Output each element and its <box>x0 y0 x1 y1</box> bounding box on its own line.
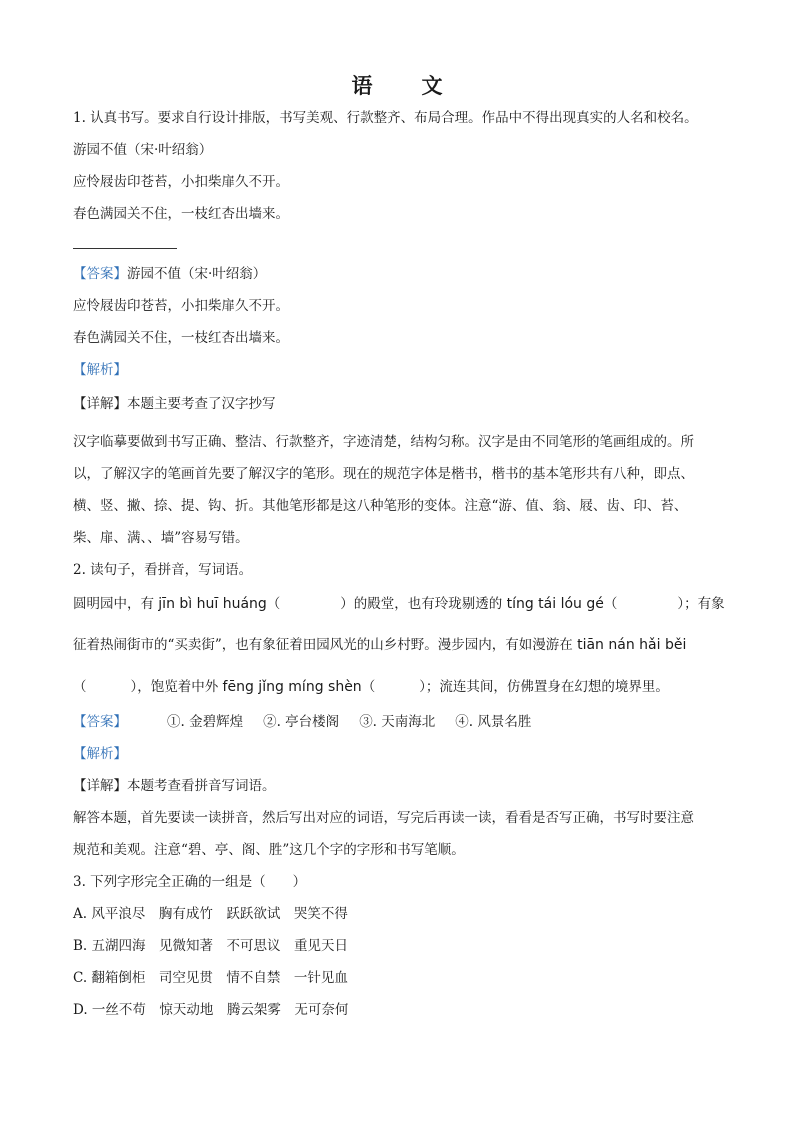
pinyin-3: tiān nán hǎi běi <box>577 637 687 653</box>
q3-option-c: C. 翻箱倒柜 司空见贯 情不自禁 一针见血 <box>73 970 348 986</box>
q2-answer-4: ④. 风景名胜 <box>455 714 532 730</box>
q3-option-a: A. 风平浪尽 胸有成竹 跃跃欲试 哭笑不得 <box>73 906 348 922</box>
q2-text: 征着热闹街市的“买卖街”，也有象征着田园风光的山乡村野。漫步园内，有如漫游在 <box>73 637 578 653</box>
q1-para-line4: 柴、扉、满、、墙”容易写错。 <box>73 530 249 546</box>
q1-para-line2: 以，了解汉字的笔画首先要了解汉字的笔形。现在的规范字体是楷书，楷书的基本笔形共有八种，即点、 <box>73 466 694 482</box>
q1-answer-title: 游园不值（宋·叶绍翁） <box>127 266 267 282</box>
q1-poem-title: 游园不值（宋·叶绍翁） <box>73 142 213 158</box>
q2-text: ）；流连其间，仿佛置身在幻想的境界里。 <box>419 679 669 695</box>
q2-detail: 【详解】本题考查看拼音写词语。 <box>73 778 276 794</box>
q2-answer-2: ②. 亭台楼阁 <box>263 714 340 730</box>
q2-sentence-line3 <box>73 678 669 696</box>
q1-answer-line2: 春色满园关不住，一枝红杏出墙来。 <box>73 330 289 346</box>
q3-prompt: 3. 下列字形完全正确的一组是（ ） <box>73 874 307 890</box>
q1-prompt: 1. 认真书写。要求自行设计排版，书写美观、行款整齐、布局合理。作品中不得出现真实的人名和校名。 <box>73 110 698 126</box>
q2-analysis-tag: 【解析】 <box>73 746 127 762</box>
q1-poem-line2: 春色满园关不住，一枝红杏出墙来。 <box>73 206 289 222</box>
q2-answer <box>73 713 531 731</box>
q1-detail: 【详解】本题主要考查了汉字抄写 <box>73 396 276 412</box>
q3-option-b: B. 五湖四海 见微知著 不可思议 重见天日 <box>73 938 349 954</box>
q2-text: （ <box>603 596 618 612</box>
q2-text: （ <box>73 679 87 695</box>
q2-text: ）的殿堂，也有玲珑剔透的 <box>340 596 507 612</box>
page-title: 语 文 <box>351 73 457 98</box>
q2-prompt: 2. 读句子，看拼音，写词语。 <box>73 562 253 578</box>
q2-para-line1: 解答本题，首先要读一读拼音，然后写出对应的词语，写完后再读一读，看看是否写正确，书写时要注意 <box>73 810 694 826</box>
q2-sentence-line2 <box>73 636 686 654</box>
q1-poem-line1: 应怜屐齿印苍苔，小扣柴扉久不开。 <box>73 174 289 190</box>
q1-answer-line1: 应怜屐齿印苍苔，小扣柴扉久不开。 <box>73 298 289 314</box>
q1-para-line3: 横、竖、撇、捺、提、钩、折。其他笔形都是这八种笔形的变体。注意“游、值、翁、屐、齿、印、苔、 <box>73 498 688 514</box>
q2-text: 圆明园中，有 <box>73 596 159 612</box>
pinyin-4: fēng jǐng míng shèn <box>222 679 362 695</box>
q2-text: ），饱览着中外 <box>130 679 223 695</box>
q1-analysis-tag: 【解析】 <box>73 362 127 378</box>
q2-answer-1: ①. 金碧辉煌 <box>167 714 244 730</box>
q1-para-line1: 汉字临摹要做到书写正确、整洁、行款整齐，字迹清楚，结构匀称。汉字是由不同笔形的笔画组成的。所 <box>73 434 694 450</box>
pinyin-1: jīn bì huī huáng <box>158 596 267 612</box>
q2-para-line2: 规范和美观。注意“碧、亭、阁、胜”这几个字的字形和书写笔顺。 <box>73 842 465 858</box>
q2-sentence-line1 <box>73 595 725 613</box>
q2-text: （ <box>266 596 281 612</box>
divider-line <box>73 248 177 249</box>
q2-text: （ <box>361 679 376 695</box>
pinyin-2: tíng tái lóu gé <box>506 596 604 612</box>
q2-answer-3: ③. 天南海北 <box>359 714 436 730</box>
q3-option-d: D. 一丝不苟 惊天动地 腾云架雾 无可奈何 <box>73 1002 349 1018</box>
q2-text: ）；有象 <box>677 596 725 612</box>
q1-answer <box>73 265 266 283</box>
answer-tag: 【答案】 <box>73 266 127 282</box>
answer-tag: 【答案】 <box>73 714 127 730</box>
